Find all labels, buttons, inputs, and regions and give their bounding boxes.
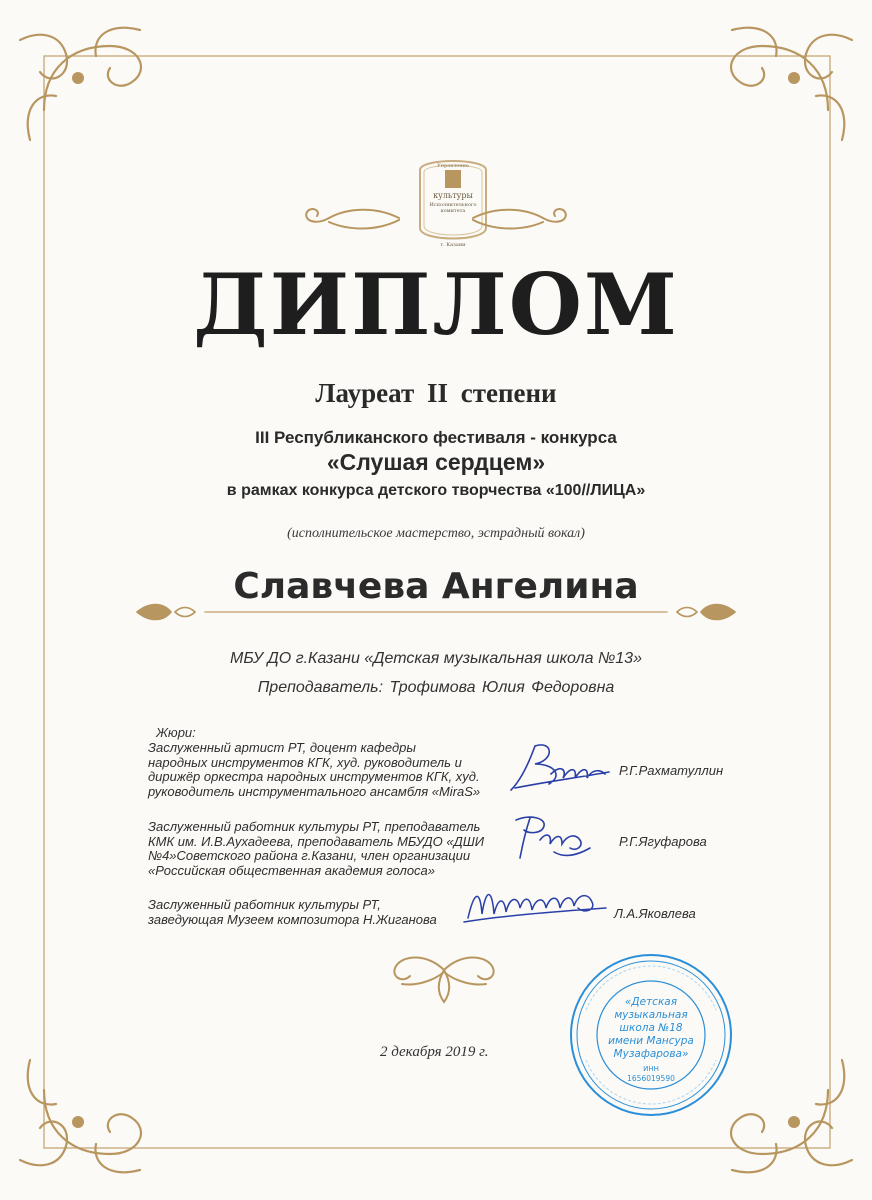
school-name: МБУ ДО г.Казани «Детская музыкальная школа №13» xyxy=(230,650,642,667)
jury-member-3-description: Заслуженный работник культуры РТ, заведующая Музеем композитора Н.Жиганова xyxy=(148,897,437,927)
jury-member-3-name: Л.А.Яковлева xyxy=(614,906,696,921)
jury-label: Жюри: xyxy=(156,725,196,740)
svg-text:комитета: комитета xyxy=(440,208,466,214)
culture-department-logo xyxy=(410,150,496,250)
school-stamp xyxy=(566,950,736,1120)
corner-ornament-bottom-right xyxy=(731,1060,852,1172)
festival-line: III Республиканского фестиваля - конкурса xyxy=(255,428,617,447)
award-level: Лауреат II степени xyxy=(315,378,557,408)
svg-text:ИНН: ИНН xyxy=(643,1065,659,1073)
corner-ornament-top-left xyxy=(20,28,141,140)
svg-text:г. Казани: г. Казани xyxy=(440,242,466,248)
bottom-flourish xyxy=(388,950,500,1008)
svg-text:имени Мансура: имени Мансура xyxy=(608,1035,694,1047)
jury-member-1-description: Заслуженный артист РТ, доцент кафедры народных инструментов КГК, худ. руководитель и дирижёр оркестра народных инструментов КГК, худ. руководитель инструментального ансамбля «MiraS» xyxy=(148,740,481,799)
signature-2 xyxy=(510,812,595,867)
jury-member-2-description: Заслуженный работник культуры РТ, преподаватель КМК им. И.В.Аухадеева, преподаватель МБУДО «ДШИ №4»Советского района г.Казани, член организации «Российская общественная академия голоса» xyxy=(148,819,485,878)
svg-text:«Детская: «Детская xyxy=(624,996,678,1008)
festival-name: «Слушая сердцем» xyxy=(326,449,546,475)
corner-ornament-bottom-left xyxy=(20,1060,141,1172)
corner-ornament-top-right xyxy=(731,28,852,140)
top-flourish xyxy=(295,204,577,234)
diploma-title: ДИПЛОМ xyxy=(193,255,679,354)
issue-date: 2 декабря 2019 г. xyxy=(380,1044,489,1060)
framework-line: в рамках конкурса детского творчества «100//ЛИЦА» xyxy=(226,482,646,499)
svg-text:культуры: культуры xyxy=(433,191,473,200)
svg-text:школа №18: школа №18 xyxy=(619,1022,683,1034)
jury-member-1-name: Р.Г.Рахматуллин xyxy=(619,763,724,778)
name-divider xyxy=(135,600,737,624)
svg-text:Управление: Управление xyxy=(437,163,469,169)
teacher-name: Преподаватель: Трофимова Юлия Федоровна xyxy=(257,679,615,696)
svg-text:Исполнительного: Исполнительного xyxy=(429,202,477,208)
jury-member-2-name: Р.Г.Ягуфарова xyxy=(619,834,707,849)
signature-1 xyxy=(505,738,610,798)
nomination: (исполнительское мастерство, эстрадный вокал) xyxy=(287,526,585,541)
svg-text:Музафарова»: Музафарова» xyxy=(613,1048,689,1060)
recipient-name: Славчева Ангелина xyxy=(233,566,639,607)
svg-text:музыкальная: музыкальная xyxy=(614,1009,688,1021)
signature-3 xyxy=(460,878,610,928)
svg-text:1656019590: 1656019590 xyxy=(627,1074,675,1083)
